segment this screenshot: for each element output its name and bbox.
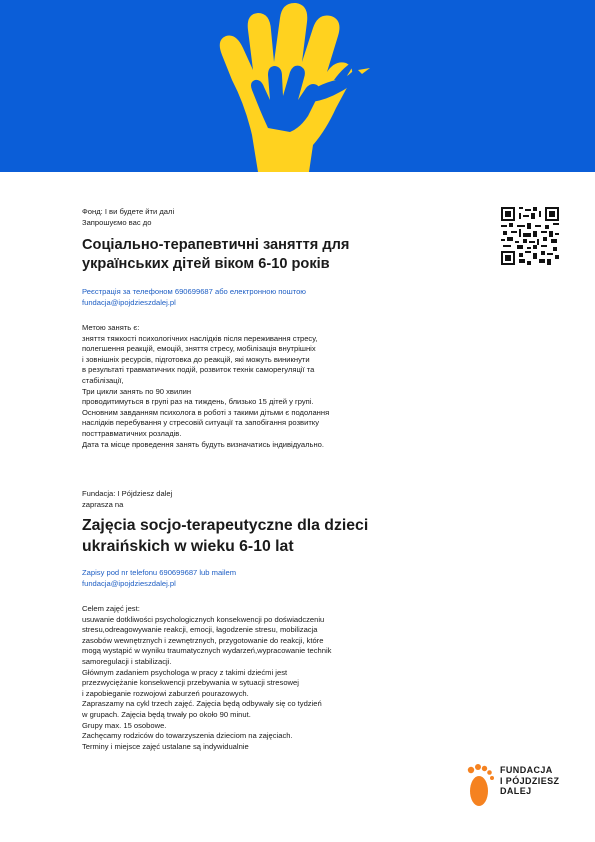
pl-contact: [82, 568, 412, 589]
pl-body-line: przezwyciężanie konsekwencji przebywania w sytuacji stresowej: [82, 678, 299, 688]
pl-body-line: samoregulacji i stabilizacji.: [82, 656, 172, 666]
pl-body-line: w grupach. Zajęcia będą trwały po około 90 minut.: [82, 709, 251, 719]
pl-body-line: zasobów wewnętrznych i zewnętrznych, przygotowanie do reakcji, które: [82, 635, 324, 645]
ua-body-line: Три цикли занять по 90 хвилин: [82, 386, 192, 396]
pl-title: [82, 516, 422, 557]
pl-body-line: Zachęcamy rodziców do towarzyszenia dzieciom na zajęciach.: [82, 731, 293, 741]
pl-email-link[interactable]: fundacja@ipojdzieszdalej.pl: [82, 578, 176, 588]
ua-contact-line: Реєстрація за телефоном 690699687 або електронною поштою: [82, 287, 306, 296]
ua-email-link[interactable]: fundacja@ipojdzieszdalej.pl: [82, 297, 176, 307]
hand-with-dove-illustration: [0, 0, 595, 172]
polish-section: [82, 489, 412, 510]
pl-body-line: i zapobieganie rozwojowi zaburzeń pourazowych.: [82, 688, 249, 698]
pl-body-line: Grupy max. 15 osobowe.: [82, 720, 167, 730]
pl-contact-line: Zapisy pod nr telefonu 690699687 lub mailem: [82, 568, 237, 577]
ua-title: [82, 236, 412, 274]
header-banner: [0, 0, 595, 172]
pl-body-line: Głównym zadaniem psychologa w pracy z takimi dziećmi jest: [82, 667, 288, 677]
ua-body-line: стабілізації,: [82, 375, 124, 385]
ua-invite-line: Запрошуємо вас до: [82, 217, 152, 227]
pl-body-line: Celem zajęć jest:: [82, 604, 140, 613]
ua-body-line: наслідків перебування у стресовій ситуації та запобігання розвитку: [82, 418, 320, 428]
ua-body-line: проводитимуться в групі раз на тиждень, близько 15 дітей у групі.: [82, 397, 314, 407]
pl-body-line: stresu,odreagowywanie reakcji, emocji, łagodzenie stresu, mobilizacja: [82, 625, 318, 635]
ua-body-line: Дата та місце проведення занять будуть визначатись індивідуально.: [82, 439, 324, 449]
pl-org-line: Fundacja: I Pójdziesz dalej: [82, 489, 173, 498]
ua-title-line-1: Соціально-терапевтичні заняття для: [82, 237, 350, 253]
ua-body-line: зняття тяжкості психологічних наслідків після переживання стресу,: [82, 333, 318, 343]
qr-code-icon: [501, 207, 559, 265]
ua-body: [82, 323, 412, 450]
pl-title-line-2: ukraińskich w wieku 6-10 lat: [82, 537, 294, 555]
logo-line: DALEJ: [500, 786, 532, 797]
pl-invite-line: zaprasza na: [82, 499, 124, 509]
ua-body-line: посттравматичних розладів.: [82, 428, 182, 438]
pl-body: [82, 604, 412, 752]
ua-title-line-2: українських дітей віком 6-10 років: [82, 256, 330, 272]
pl-body-line: Zapraszamy na cykl trzech zajęć. Zajęcia będą odbywały się co tydzień: [82, 699, 322, 709]
ua-body-line: Метою занять є:: [82, 323, 140, 332]
pl-body-line: Terminy i miejsce zajęć ustalane są indywidualnie: [82, 741, 249, 751]
ua-org-line: Фонд: І ви будете йти далі: [82, 207, 175, 216]
ua-body-line: і зовнішніх ресурсів, підготовка до реакцій, які можуть виникнути: [82, 354, 310, 364]
ua-body-line: полегшення реакцій, емоцій, зняття стресу, мобілізація внутрішніх: [82, 344, 316, 354]
ua-contact: [82, 287, 412, 308]
pl-body-line: mogą wystąpić w wyniku traumatycznych wydarzeń,wypracowanie technik: [82, 646, 332, 656]
logo-line: FUNDACJA: [500, 765, 553, 775]
foundation-logo-text: [500, 765, 559, 797]
logo-line: I PÓJDZIESZ: [500, 775, 560, 786]
ua-body-line: Основним завданням психолога в роботі з такими дітьми є подолання: [82, 407, 330, 417]
pl-title-line-1: Zajęcia socjo-terapeutyczne dla dzieci: [82, 517, 369, 534]
ua-body-line: в результаті травматичних подій, розвиток технік саморегуляції та: [82, 365, 315, 375]
ukrainian-section: [82, 207, 412, 228]
pl-body-line: usuwanie dotkliwości psychologicznych konsekwencji po doświadczeniu: [82, 614, 325, 624]
